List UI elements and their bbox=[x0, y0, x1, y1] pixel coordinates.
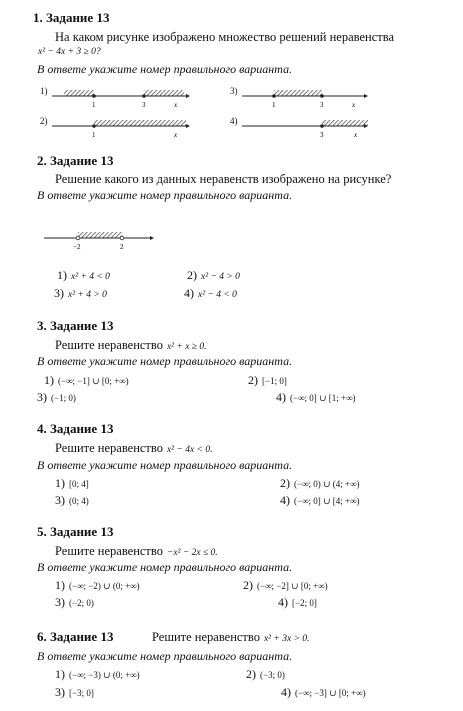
figure-label: 3) bbox=[230, 86, 238, 96]
figure-label: 1) bbox=[40, 86, 48, 96]
task-4-option-4[interactable] bbox=[280, 491, 360, 509]
option-number: 2) bbox=[243, 578, 253, 592]
task-6-question bbox=[152, 628, 309, 646]
task-5-heading: 5. Задание 13 bbox=[37, 524, 114, 539]
option-number: 2) bbox=[187, 268, 197, 282]
task-6-option-2[interactable] bbox=[246, 665, 285, 683]
tick-label: 3 bbox=[142, 101, 146, 109]
task-3-heading: 3. Задание 13 bbox=[37, 318, 114, 333]
figure-label: 2) bbox=[40, 116, 48, 126]
shaded-region bbox=[274, 90, 322, 96]
task-5-option-3[interactable] bbox=[55, 593, 94, 611]
task-6-option-1[interactable] bbox=[55, 665, 140, 683]
tick-label: x bbox=[174, 101, 178, 109]
option-text: x² − 4 > 0 bbox=[201, 272, 240, 282]
option-number: 1) bbox=[55, 578, 65, 592]
shaded-region bbox=[144, 90, 184, 96]
axis-arrow bbox=[150, 236, 154, 240]
option-number: 4) bbox=[276, 390, 286, 404]
task-4-option-1[interactable] bbox=[55, 474, 89, 492]
task-3-inequality: x² + x ≥ 0. bbox=[166, 342, 207, 352]
axis-arrow bbox=[186, 124, 190, 128]
number-line bbox=[242, 114, 380, 140]
question-text: Решите неравенство bbox=[55, 338, 163, 352]
question-text: Решите неравенство bbox=[55, 441, 163, 455]
task-2-option-2[interactable] bbox=[187, 266, 240, 284]
option-text: (−∞; 0] ∪ [1; +∞) bbox=[290, 393, 356, 403]
option-text: (−∞; 0] ∪ [4; +∞) bbox=[294, 496, 360, 506]
shaded-region bbox=[94, 120, 186, 126]
option-text: [−1; 0] bbox=[262, 376, 287, 386]
task-2-figure bbox=[44, 228, 164, 254]
task-1-figure-2 bbox=[40, 114, 190, 140]
task-2-instruction: В ответе укажите номер правильного варианта. bbox=[37, 188, 293, 202]
task-2-option-1[interactable] bbox=[57, 266, 110, 284]
task-5-question bbox=[55, 542, 218, 560]
tick-label: 2 bbox=[120, 243, 124, 251]
task-6-instruction: В ответе укажите номер правильного варианта. bbox=[37, 649, 293, 663]
option-text: [−3; 0] bbox=[69, 688, 94, 698]
number-line bbox=[52, 114, 190, 140]
task-3-option-2[interactable] bbox=[248, 371, 287, 389]
option-text: (−1; 0) bbox=[51, 393, 76, 403]
task-5-instruction: В ответе укажите номер правильного варианта. bbox=[37, 560, 293, 574]
option-number: 1) bbox=[44, 373, 54, 387]
task-1-figure-1 bbox=[40, 84, 190, 110]
option-number: 3) bbox=[37, 390, 47, 404]
figure-label: 4) bbox=[230, 116, 238, 126]
option-number: 1) bbox=[57, 268, 67, 282]
task-6-inequality: x² + 3x > 0. bbox=[263, 634, 310, 644]
task-4-option-2[interactable] bbox=[280, 474, 360, 492]
tick-label: x bbox=[352, 101, 356, 109]
tick-label: −2 bbox=[73, 243, 81, 251]
option-text: x² + 4 < 0 bbox=[71, 272, 110, 282]
task-6-option-4[interactable] bbox=[281, 683, 366, 701]
shaded-region bbox=[64, 90, 94, 96]
number-line bbox=[52, 84, 190, 110]
task-3-option-1[interactable] bbox=[44, 371, 129, 389]
option-text: (−∞; 0) ∪ (4; +∞) bbox=[294, 479, 360, 489]
number-line bbox=[242, 84, 380, 110]
option-number: 2) bbox=[246, 667, 256, 681]
task-4-question bbox=[55, 439, 212, 457]
option-text: (−∞; −2] ∪ [0; +∞) bbox=[257, 581, 328, 591]
point-1 bbox=[92, 124, 96, 128]
tick-label: 3 bbox=[320, 101, 324, 109]
point-1 bbox=[92, 94, 96, 98]
task-4-option-3[interactable] bbox=[55, 491, 89, 509]
point-minus-2 bbox=[76, 236, 80, 240]
option-text: (−2; 0) bbox=[69, 598, 94, 608]
task-2-option-3[interactable] bbox=[54, 284, 107, 302]
task-3-option-4[interactable] bbox=[276, 388, 356, 406]
axis-arrow bbox=[186, 94, 190, 98]
point-1 bbox=[272, 94, 276, 98]
option-number: 1) bbox=[55, 476, 65, 490]
task-1-question: На каком рисунке изображено множество решений неравенства bbox=[55, 30, 394, 44]
option-number: 4) bbox=[281, 685, 291, 699]
tick-label: 1 bbox=[92, 131, 96, 139]
task-2-question: Решение какого из данных неравенств изображено на рисунке? bbox=[55, 172, 392, 186]
option-text: (−∞; −3] ∪ [0; +∞) bbox=[295, 688, 366, 698]
point-3 bbox=[142, 94, 146, 98]
shaded-region bbox=[78, 232, 122, 238]
task-5-inequality: −x² − 2x ≤ 0. bbox=[166, 548, 218, 558]
option-number: 3) bbox=[55, 493, 65, 507]
option-text: (0; 4) bbox=[69, 496, 89, 506]
shaded-region bbox=[322, 120, 368, 126]
task-5-option-1[interactable] bbox=[55, 576, 140, 594]
axis-arrow bbox=[364, 94, 368, 98]
task-2-option-4[interactable] bbox=[184, 284, 237, 302]
task-1-heading: 1. Задание 13 bbox=[33, 10, 110, 25]
option-number: 3) bbox=[54, 286, 64, 300]
option-number: 4) bbox=[278, 595, 288, 609]
option-text: (−∞; −1] ∪ [0; +∞) bbox=[58, 376, 129, 386]
task-2-heading: 2. Задание 13 bbox=[37, 153, 114, 168]
option-text: [0; 4] bbox=[69, 479, 89, 489]
option-text: (−3; 0) bbox=[260, 670, 285, 680]
question-text: Решите неравенство bbox=[152, 630, 260, 644]
tick-label: 3 bbox=[320, 131, 324, 139]
tick-label: 1 bbox=[92, 101, 96, 109]
task-6-option-3[interactable] bbox=[55, 683, 94, 701]
task-1-instruction: В ответе укажите номер правильного варианта. bbox=[37, 62, 293, 76]
tick-label: 1 bbox=[272, 101, 276, 109]
tick-label: x bbox=[174, 131, 178, 139]
task-5-option-4[interactable] bbox=[278, 593, 317, 611]
option-number: 2) bbox=[248, 373, 258, 387]
point-2 bbox=[120, 236, 124, 240]
task-3-question bbox=[55, 336, 207, 354]
option-text: x² + 4 > 0 bbox=[68, 290, 107, 300]
option-text: (−∞; −2) ∪ (0; +∞) bbox=[69, 581, 140, 591]
option-number: 2) bbox=[280, 476, 290, 490]
option-text: x² − 4 < 0 bbox=[198, 290, 237, 300]
option-number: 1) bbox=[55, 667, 65, 681]
tick-label: x bbox=[354, 131, 358, 139]
option-number: 3) bbox=[55, 685, 65, 699]
point-3 bbox=[320, 94, 324, 98]
task-6-heading: 6. Задание 13 bbox=[37, 629, 114, 644]
option-text: (−∞; −3) ∪ (0; +∞) bbox=[69, 670, 140, 680]
task-5-option-2[interactable] bbox=[243, 576, 328, 594]
task-3-instruction: В ответе укажите номер правильного варианта. bbox=[37, 354, 293, 368]
option-number: 3) bbox=[55, 595, 65, 609]
task-1-inequality: x² − 4x + 3 ≥ 0? bbox=[38, 47, 101, 57]
option-number: 4) bbox=[184, 286, 194, 300]
task-4-instruction: В ответе укажите номер правильного варианта. bbox=[37, 458, 293, 472]
task-1-figure-3 bbox=[230, 84, 380, 110]
option-number: 4) bbox=[280, 493, 290, 507]
task-1-figure-4 bbox=[230, 114, 380, 140]
option-text: [−2; 0] bbox=[292, 598, 317, 608]
task-4-heading: 4. Задание 13 bbox=[37, 421, 114, 436]
task-4-inequality: x² − 4x < 0. bbox=[166, 445, 213, 455]
question-text: Решите неравенство bbox=[55, 544, 163, 558]
task-3-option-3[interactable] bbox=[37, 388, 76, 406]
point-3 bbox=[320, 124, 324, 128]
